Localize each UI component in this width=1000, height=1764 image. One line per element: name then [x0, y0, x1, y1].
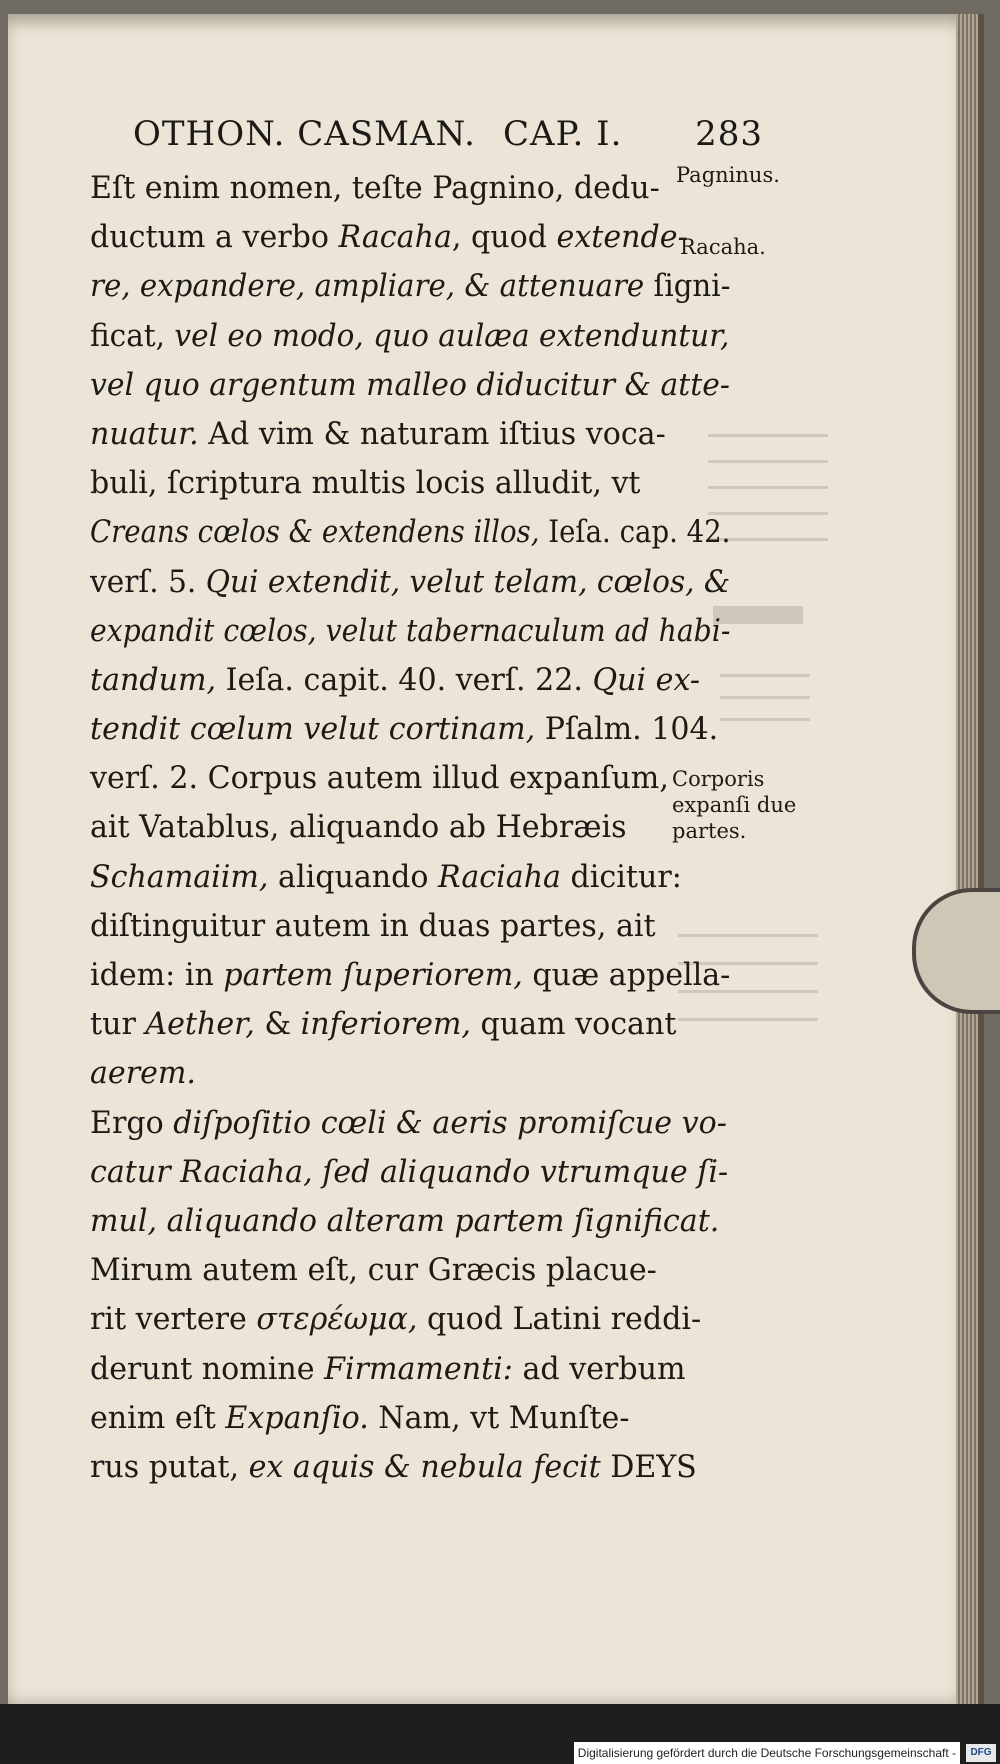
- italic-run: extende-: [556, 219, 688, 256]
- roman-run: Pſalm. 104.: [535, 711, 719, 748]
- italic-run: Qui extendit, velut telam, cœlos, &: [205, 563, 731, 600]
- roman-run: quæ appella-: [522, 957, 731, 993]
- header-title: OTHON. CASMAN.: [133, 114, 476, 154]
- text-line: [90, 1099, 730, 1148]
- bleed-through-mark: [720, 674, 810, 722]
- roman-run: quod Latini reddi-: [417, 1301, 702, 1338]
- italic-run: aerem.: [90, 1055, 196, 1092]
- roman-run: enim eſt: [90, 1399, 226, 1436]
- text-line: [90, 1345, 730, 1394]
- roman-run: buli, ſcriptura multis locis alludit, vt: [90, 465, 641, 502]
- bleed-through-mark: [713, 606, 803, 624]
- italic-run: diſpoſitio cœli & aeris promiſcue vo-: [173, 1104, 727, 1141]
- text-line: [90, 558, 731, 607]
- italic-run: tendit cœlum velut cortinam,: [90, 711, 536, 748]
- margin-note-line: expanſi due: [672, 793, 797, 817]
- italic-run: expandit cœlos, velut tabernaculum ad habi-: [90, 612, 731, 649]
- roman-run: ad verbum: [512, 1350, 686, 1387]
- italic-run: Aether,: [145, 1006, 255, 1043]
- body-text: [90, 164, 750, 1492]
- italic-run: partem ſuperiorem,: [223, 957, 523, 993]
- text-line: [90, 951, 730, 1000]
- roman-run: Ergo: [90, 1104, 174, 1141]
- page-number: 283: [695, 114, 763, 154]
- roman-run: ductum a verbo: [90, 219, 339, 256]
- italic-run: tandum,: [90, 661, 217, 698]
- text-line: [90, 1443, 730, 1492]
- roman-run: dicitur:: [560, 858, 682, 895]
- roman-run: Ieſa. capit. 40. verſ. 22.: [216, 661, 593, 698]
- text-line: [90, 803, 730, 852]
- margin-note-racaha: Racaha.: [680, 235, 766, 259]
- text-line: [90, 459, 730, 508]
- text-line: [90, 1148, 730, 1197]
- text-line: [90, 853, 730, 902]
- book-page: [8, 14, 984, 1704]
- italic-run: Raciaha: [438, 858, 561, 895]
- roman-run: ficat,: [90, 317, 175, 354]
- text-line: [90, 410, 730, 459]
- italic-run: vel eo modo, quo aulæa extenduntur,: [174, 317, 730, 354]
- roman-run: diſtinguitur autem in duas partes, ait: [90, 907, 656, 944]
- roman-run: rus putat,: [90, 1448, 249, 1485]
- text-line: [90, 1197, 730, 1246]
- italic-run: Expanſio.: [225, 1399, 369, 1436]
- text-line: [90, 508, 731, 557]
- header-chapter: CAP. I.: [503, 114, 623, 154]
- roman-run: , quod: [451, 219, 557, 256]
- italic-run: vel quo argentum malleo diducitur & atte-: [90, 366, 730, 403]
- scanner-bar: [0, 1704, 1000, 1764]
- roman-run: DEYS: [600, 1448, 697, 1485]
- text-line: [90, 1394, 730, 1443]
- roman-run: Mirum autem eſt, cur Græcis placue-: [90, 1252, 657, 1289]
- text-line: [90, 262, 731, 311]
- text-line: [90, 1295, 730, 1344]
- italic-run: Racaha: [338, 219, 452, 256]
- roman-run: Ieſa. cap. 42.: [539, 514, 731, 551]
- roman-run: Nam, vt Munſte-: [368, 1399, 630, 1436]
- running-header: [133, 114, 763, 164]
- roman-run: verſ. 5.: [90, 563, 206, 600]
- text-line: [90, 312, 730, 361]
- roman-run: quam vocant: [470, 1006, 677, 1043]
- digitization-credit: Digitalisierung gefördert durch die Deutsche Forschungsgemeinschaft -: [574, 1742, 960, 1764]
- roman-run: &: [254, 1006, 301, 1043]
- text-line: [90, 754, 730, 803]
- text-line: [90, 705, 730, 754]
- text-line: [90, 656, 730, 705]
- italic-run: nuatur.: [90, 415, 199, 452]
- italic-run: inferiorem,: [300, 1006, 471, 1043]
- roman-run: verſ. 2. Corpus autem illud expanſum,: [90, 760, 669, 797]
- roman-run: derunt nomine: [90, 1350, 325, 1387]
- margin-note-corporis: [672, 766, 796, 844]
- dfg-logo: DFG: [966, 1744, 996, 1762]
- text-line: [90, 1049, 730, 1098]
- italic-run: Firmamenti:: [324, 1350, 513, 1387]
- italic-run: στερέωμα,: [256, 1301, 418, 1338]
- text-line: [90, 213, 730, 262]
- page-edge: [956, 14, 978, 1734]
- margin-note-line: Corporis: [672, 767, 765, 791]
- text-line: [90, 607, 731, 656]
- margin-note-line: partes.: [672, 819, 747, 843]
- text-line: [90, 1246, 730, 1295]
- italic-run: mul, aliquando alteram partem ſignificat.: [90, 1202, 720, 1239]
- roman-run: rit vertere: [90, 1301, 257, 1338]
- roman-run: ſigni-: [644, 268, 731, 305]
- text-line: [90, 902, 730, 951]
- roman-run: Eſt enim nomen, teſte Pagnino, dedu-: [90, 170, 660, 206]
- bleed-through-mark: [708, 434, 828, 544]
- italic-run: Schamaiim,: [90, 858, 269, 895]
- bleed-through-mark: [678, 934, 818, 1034]
- roman-run: Ad vim & naturam iſtius voca-: [198, 415, 666, 452]
- roman-run: idem: in: [90, 957, 224, 993]
- italic-run: ex aquis & nebula fecit: [248, 1448, 601, 1485]
- italic-run: catur Raciaha, ſed aliquando vtrumque ſi-: [90, 1153, 729, 1190]
- roman-run: tur: [90, 1006, 146, 1043]
- italic-run: Creans cœlos & extendens illos,: [90, 514, 540, 551]
- roman-run: aliquando: [268, 858, 439, 895]
- text-line: [90, 361, 730, 410]
- italic-run: Qui ex-: [592, 661, 701, 698]
- text-line: [90, 1000, 730, 1049]
- italic-run: re, expandere, ampliare, & attenuare: [90, 268, 645, 305]
- text-line: [90, 164, 730, 213]
- roman-run: ait Vatablus, aliquando ab Hebræis: [90, 809, 627, 846]
- margin-note-pagninus: Pagninus.: [676, 163, 780, 187]
